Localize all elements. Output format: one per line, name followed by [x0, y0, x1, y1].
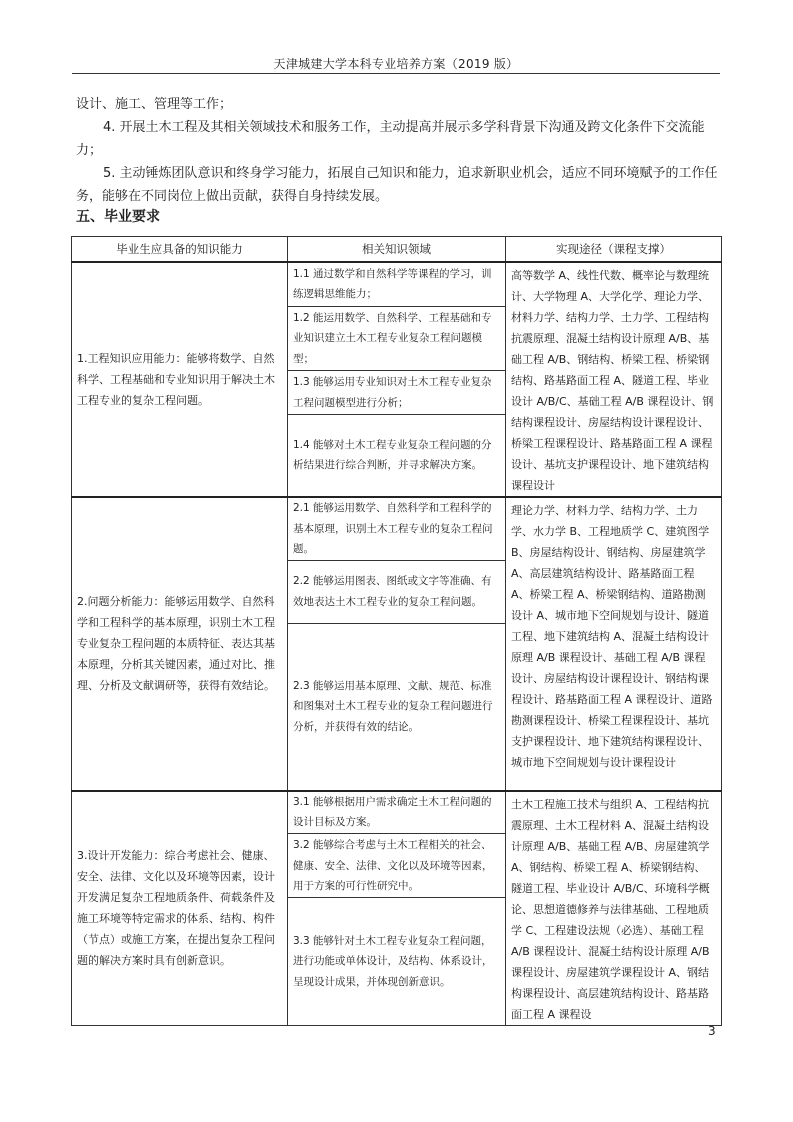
graduation-requirements-table [71, 236, 722, 1026]
knowledge-point: 3.1 能够根据用户需求确定土木工程问题的设计目标及方案。 [288, 791, 506, 834]
intro-text [76, 93, 720, 208]
knowledge-point: 1.3 能够运用专业知识对土木工程专业复杂工程问题模型进行分析； [288, 371, 506, 415]
intro-line: 设计、施工、管理等工作； [76, 97, 233, 112]
page-header: 天津城建大学本科专业培养方案（2019 版） [273, 57, 519, 71]
knowledge-point: 3.3 能够针对土木工程专业复杂工程问题，进行功能或单体设计，及结构、体系设计，呈现设计成果，并体现创新意识。 [288, 898, 506, 1025]
knowledge-point: 3.2 能够综合考虑与土木工程相关的社会、健康、安全、法律、文化以及环境等因素，用于方案的可行性研究中。 [288, 834, 506, 898]
header-rule [72, 73, 720, 74]
knowledge-point: 2.2 能够运用图表、图纸或文字等准确、有效地表达土木工程专业的复杂工程问题。 [288, 560, 506, 623]
header-knowledge: 相关知识领域 [288, 237, 506, 263]
table-header-row [72, 237, 722, 263]
header-route: 实现途径（课程支撑） [506, 237, 722, 263]
route-cell: 土木工程施工技术与组织 A、工程结构抗震原理、土木工程材料 A、混凝土结构设计原理 A/B、基础工程 A/B、房屋建筑学 A、钢结构、桥梁工程 A、桥梁钢结构、隧道工程、毕业设计 A/B/C、环境科学概论、思想道德修养与法律基础、工程地质学 C、工程建设法规（必选）、基础工程 A/B 课程设计、混凝土结构设计原理 A/B 课程设计、房屋建筑学课程设计 A、钢结构课程设计、高层建筑结构设计、路基路面工程 A 课程设 [506, 791, 722, 1026]
route-cell: 理论力学、材料力学、结构力学、土力学、水力学 B、工程地质学 C、建筑图学 B、房屋结构设计、钢结构、房屋建筑学 A、高层建筑结构设计、路基路面工程 A、桥梁工程 A、桥梁钢结构、道路勘测设计 A、城市地下空间规划与设计、隧道工程、地下建筑结构 A、混凝土结构设计原理 A/B 课程设计、基础工程 A/B 课程设计、房屋结构设计课程设计、钢结构课程设计、路基路面工程 A 课程设计、道路勘测课程设计、桥梁工程课程设计、基坑支护课程设计、地下建筑结构课程设计、城市地下空间规划与设计课程设计 [506, 497, 722, 791]
ability-cell: 3.设计开发能力：综合考虑社会、健康、安全、法律、文化以及环境等因素，设计开发满足复杂工程地质条件、荷载条件及施工环境等特定需求的体系、结构、构件（节点）或施工方案，在提出复杂工程问题的解决方案时具有创新意识。 [72, 791, 288, 1026]
page-number: 3 [708, 1024, 716, 1038]
knowledge-point: 1.4 能够对土木工程专业复杂工程问题的分析结果进行综合判断，并寻求解决方案。 [288, 414, 506, 497]
table-row [72, 497, 722, 560]
intro-item-4: 4. 开展土木工程及其相关领域技术和服务工作，主动提高并展示多学科背景下沟通及跨文化条件下交流能力； [76, 120, 705, 158]
knowledge-point: 2.3 能够运用基本原理、文献、规范、标准和图集对土木工程专业的复杂工程问题进行分析，并获得有效的结论。 [288, 623, 506, 791]
table-row [72, 791, 722, 834]
knowledge-point: 1.1 通过数学和自然科学等课程的学习，训练逻辑思维能力； [288, 262, 506, 306]
ability-cell: 1.工程知识应用能力：能够将数学、自然科学、工程基础和专业知识用于解决土木工程专业的复杂工程问题。 [72, 262, 288, 497]
knowledge-point: 1.2 能运用数学、自然科学、工程基础和专业知识建立土木工程专业复杂工程问题模型； [288, 306, 506, 371]
intro-item-5: 5. 主动锤炼团队意识和终身学习能力，拓展自己知识和能力，追求新职业机会，适应不同环境赋予的工作任务，能够在不同岗位上做出贡献，获得自身持续发展。 [76, 166, 718, 204]
table-row [72, 262, 722, 306]
section-title: 五、毕业要求 [76, 209, 160, 225]
knowledge-point: 2.1 能够运用数学、自然科学和工程科学的基本原理，识别土木工程专业的复杂工程问题。 [288, 497, 506, 560]
ability-cell: 2.问题分析能力：能够运用数学、自然科学和工程科学的基本原理，识别土木工程专业复杂工程问题的本质特征、表达其基本原理，分析其关键因素，通过对比、推理、分析及文献调研等，获得有效结论。 [72, 497, 288, 791]
header-ability: 毕业生应具备的知识能力 [72, 237, 288, 263]
route-cell: 高等数学 A、线性代数、概率论与数理统计、大学物理 A、大学化学、理论力学、材料力学、结构力学、土力学、工程结构抗震原理、混凝土结构设计原理 A/B、基础工程 A/B、钢结构、桥梁工程、桥梁钢结构、路基路面工程 A、隧道工程、毕业设计 A/B/C、基础工程 A/B 课程设计、钢结构课程设计、房屋结构设计课程设计、桥梁工程课程设计、路基路面工程 A 课程设计、基坑支护课程设计、地下建筑结构课程设计 [506, 262, 722, 497]
